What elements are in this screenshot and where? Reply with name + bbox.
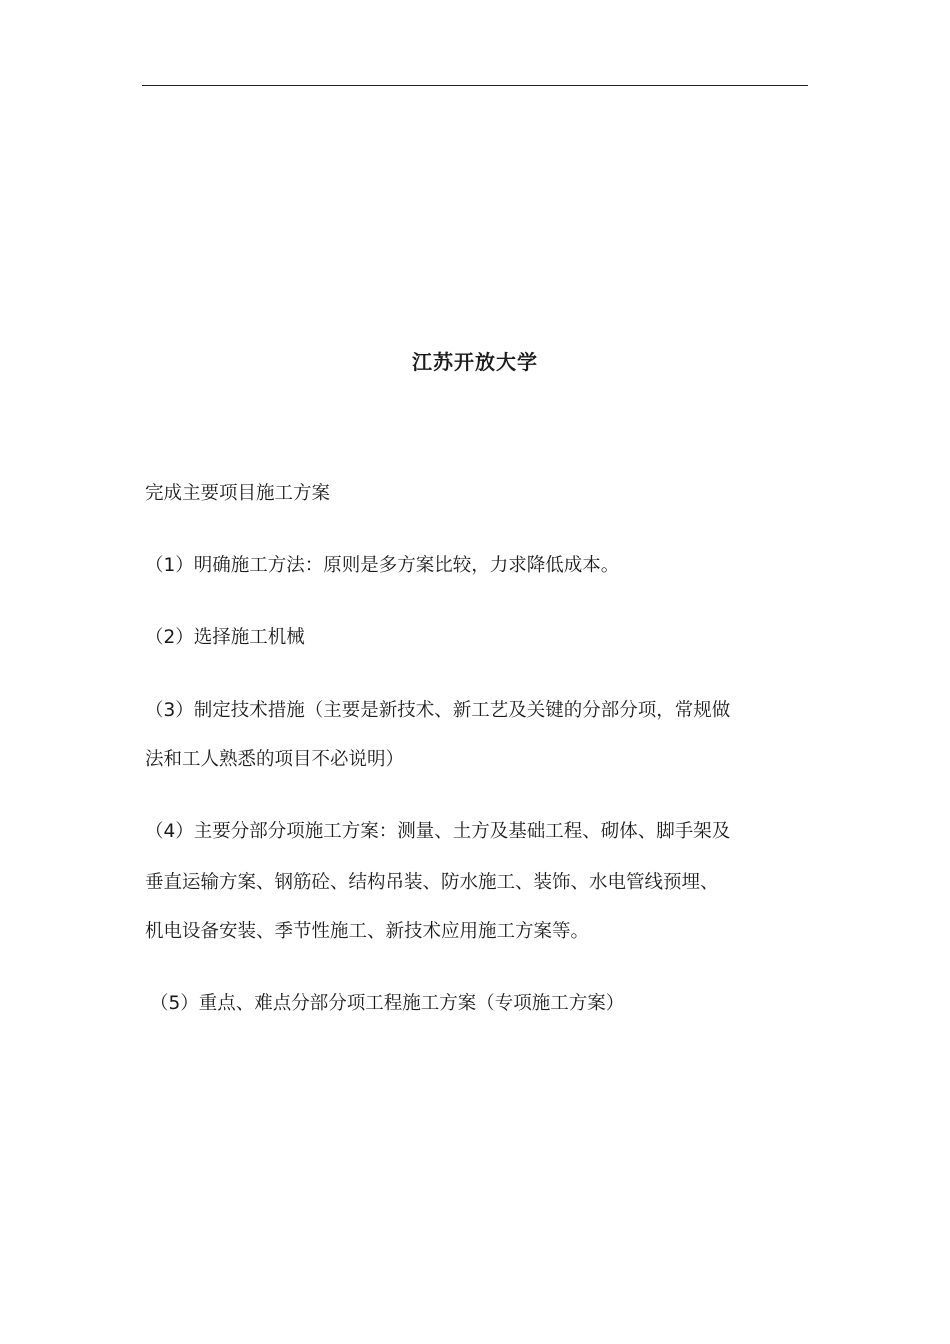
item-3-line-2: 法和工人熟悉的项目不必说明） (145, 749, 405, 770)
item-4-line-3: 机电设备安装、季节性施工、新技术应用施工方案等。 (145, 921, 590, 942)
item-4-line-1: （4）主要分部分项施工方案：测量、土方及基础工程、砌体、脚手架及 (145, 821, 731, 842)
item-4-line-2: 垂直运输方案、钢筋砼、结构吊装、防水施工、装饰、水电管线预埋、 (145, 872, 719, 893)
document-title: 江苏开放大学 (412, 350, 538, 374)
header-rule (142, 85, 808, 86)
item-2-line-1: （2）选择施工机械 (145, 627, 305, 648)
item-3-line-1: （3）制定技术措施（主要是新技术、新工艺及关键的分部分项，常规做 (145, 700, 731, 721)
item-5-line-1: （5）重点、难点分部分项工程施工方案（专项施工方案） (150, 993, 625, 1014)
item-1-line-1: （1）明确施工方法：原则是多方案比较，力求降低成本。 (145, 555, 620, 576)
intro-paragraph: 完成主要项目施工方案 (145, 483, 331, 504)
